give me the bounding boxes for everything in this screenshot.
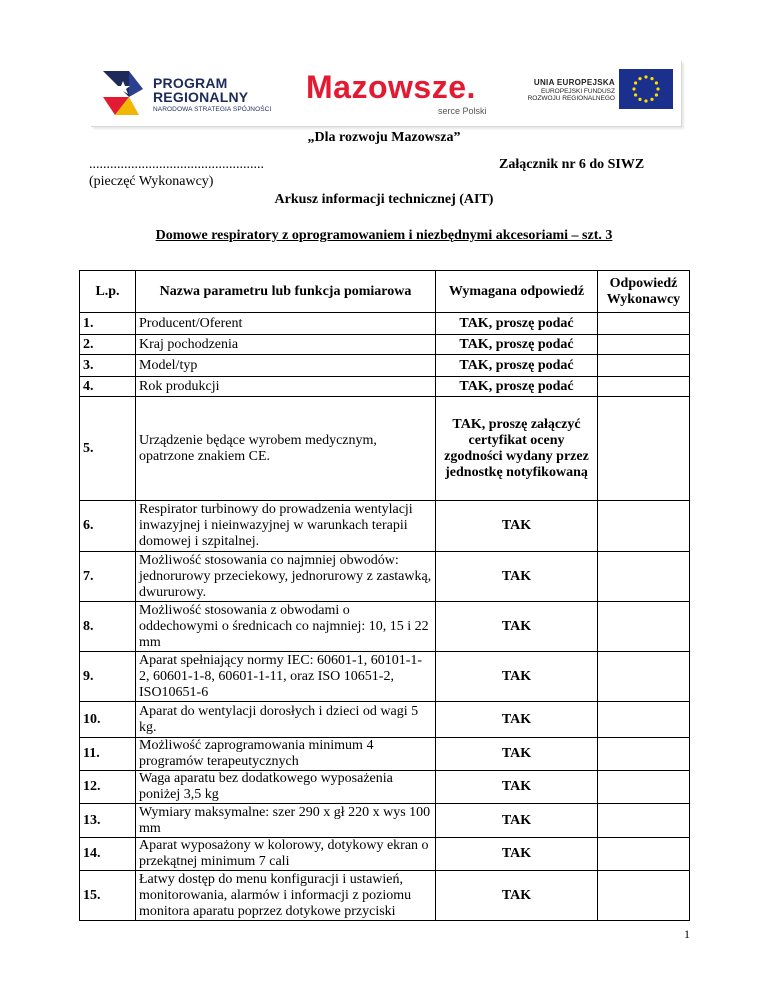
- row-required-answer: TAK, proszę podać: [436, 377, 598, 397]
- technical-info-table: [79, 270, 690, 921]
- row-parameter-name: Możliwość stosowania z obwodami o oddechowymi o średnicach co najmniej: 10, 15 i 22 mm: [136, 602, 436, 652]
- header-lp: L.p.: [80, 271, 136, 313]
- row-required-answer: TAK, proszę podać: [436, 335, 598, 355]
- row-required-answer: TAK: [436, 501, 598, 552]
- row-lp: 9.: [80, 652, 136, 702]
- eu-line3: ROZWOJU REGIONALNEGO: [527, 94, 615, 102]
- row-lp: 1.: [80, 313, 136, 335]
- table-row: [80, 702, 690, 738]
- row-parameter-name: Kraj pochodzenia: [136, 335, 436, 355]
- row-required-answer: TAK: [436, 871, 598, 921]
- table-row: [80, 397, 690, 501]
- row-contractor-answer[interactable]: [598, 335, 690, 355]
- eu-fund-text: [511, 79, 615, 102]
- row-required-answer: TAK: [436, 652, 598, 702]
- table-row: [80, 602, 690, 652]
- row-contractor-answer[interactable]: [598, 377, 690, 397]
- row-lp: 10.: [80, 702, 136, 738]
- mazowsze-word: Mazowsze.: [306, 69, 476, 105]
- row-parameter-name: Możliwość zaprogramowania minimum 4 programów terapeutycznych: [136, 738, 436, 771]
- row-parameter-name: Respirator turbinowy do prowadzenia wentylacji inwazyjnej i nieinwazyjnej w warunkach terapii domowej i szpitalnej.: [136, 501, 436, 552]
- row-parameter-name: Aparat spełniający normy IEC: 60601-1, 60101-1-2, 60601-1-8, 60601-1-11, oraz ISO 10651-2, ISO10651-6: [136, 652, 436, 702]
- program-line2: REGIONALNY: [153, 89, 249, 105]
- row-contractor-answer[interactable]: [598, 355, 690, 377]
- row-contractor-answer[interactable]: [598, 871, 690, 921]
- row-lp: 15.: [80, 871, 136, 921]
- program-line1: PROGRAM: [153, 75, 228, 91]
- row-parameter-name: Łatwy dostęp do menu konfiguracji i ustawień, monitorowania, alarmów i informacji z poziomu monitora aparatu poprzez dotykowe przyciski: [136, 871, 436, 921]
- table-row: [80, 771, 690, 804]
- sheet-title: Arkusz informacji technicznej (AIT): [274, 192, 494, 207]
- table-row: [80, 652, 690, 702]
- row-lp: 5.: [80, 397, 136, 501]
- table-row: [80, 804, 690, 838]
- row-parameter-name: Urządzenie będące wyrobem medycznym, opatrzone znakiem CE.: [136, 397, 436, 501]
- mazowsze-logo: [296, 69, 496, 117]
- attachment-label: Załącznik nr 6 do SIWZ: [499, 157, 645, 172]
- table-row: [80, 377, 690, 397]
- row-lp: 11.: [80, 738, 136, 771]
- row-lp: 3.: [80, 355, 136, 377]
- table-row: [80, 335, 690, 355]
- row-required-answer: TAK, proszę podać: [436, 313, 598, 335]
- table-row: [80, 838, 690, 871]
- logo-banner: [91, 61, 682, 127]
- table-row: [80, 552, 690, 602]
- row-required-answer: TAK: [436, 702, 598, 738]
- row-parameter-name: Wymiary maksymalne: szer 290 x gł 220 x wys 100 mm: [136, 804, 436, 838]
- row-contractor-answer[interactable]: [598, 501, 690, 552]
- eu-line1: UNIA EUROPEJSKA: [533, 78, 615, 87]
- row-contractor-answer[interactable]: [598, 652, 690, 702]
- table-row: [80, 501, 690, 552]
- page-number: 1: [684, 927, 690, 941]
- row-lp: 13.: [80, 804, 136, 838]
- row-required-answer: TAK, proszę podać: [436, 355, 598, 377]
- row-lp: 2.: [80, 335, 136, 355]
- row-lp: 4.: [80, 377, 136, 397]
- row-lp: 14.: [80, 838, 136, 871]
- row-parameter-name: Aparat wyposażony w kolorowy, dotykowy ekran o przekątnej minimum 7 cali: [136, 838, 436, 871]
- row-contractor-answer[interactable]: [598, 738, 690, 771]
- row-required-answer: TAK: [436, 838, 598, 871]
- mazowsze-sub: serce Polski: [438, 106, 487, 116]
- row-lp: 8.: [80, 602, 136, 652]
- row-contractor-answer[interactable]: [598, 804, 690, 838]
- table-row: [80, 355, 690, 377]
- row-lp: 6.: [80, 501, 136, 552]
- eu-line2: EUROPEJSKI FUNDUSZ: [540, 87, 615, 95]
- table-row: [80, 738, 690, 771]
- subject-title: Domowe respiratory z oprogramowaniem i niezbędnymi akcesoriami – szt. 3: [155, 228, 613, 243]
- row-contractor-answer[interactable]: [598, 838, 690, 871]
- table-row: [80, 871, 690, 921]
- row-contractor-answer[interactable]: [598, 702, 690, 738]
- header-required: Wymagana odpowiedź: [436, 271, 598, 313]
- row-required-answer: TAK: [436, 771, 598, 804]
- motto: „Dla rozwoju Mazowsza”: [307, 130, 461, 145]
- row-contractor-answer[interactable]: [598, 771, 690, 804]
- header-name: Nazwa parametru lub funkcja pomiarowa: [136, 271, 436, 313]
- table-header-row: [80, 271, 690, 313]
- row-contractor-answer[interactable]: [598, 602, 690, 652]
- row-contractor-answer[interactable]: [598, 397, 690, 501]
- row-required-answer: TAK: [436, 738, 598, 771]
- table-row: [80, 313, 690, 335]
- row-parameter-name: Model/typ: [136, 355, 436, 377]
- stamp-label: (pieczęć Wykonawcy): [89, 174, 214, 189]
- row-required-answer: TAK: [436, 602, 598, 652]
- row-parameter-name: Aparat do wentylacji dorosłych i dzieci od wagi 5 kg.: [136, 702, 436, 738]
- row-lp: 12.: [80, 771, 136, 804]
- header-answer: Odpowiedź Wykonawcy: [598, 271, 690, 313]
- stamp-dots: ..................................................: [89, 157, 264, 172]
- row-parameter-name: Producent/Oferent: [136, 313, 436, 335]
- row-required-answer: TAK: [436, 552, 598, 602]
- row-contractor-answer[interactable]: [598, 552, 690, 602]
- row-parameter-name: Waga aparatu bez dodatkowego wyposażenia poniżej 3,5 kg: [136, 771, 436, 804]
- eu-flag-icon: [619, 69, 673, 109]
- program-regionalny-text: [153, 76, 271, 114]
- row-parameter-name: Rok produkcji: [136, 377, 436, 397]
- row-required-answer: TAK: [436, 804, 598, 838]
- program-regionalny-logo-icon: [99, 67, 147, 119]
- row-required-answer: TAK, proszę załączyć certyfikat oceny zgodności wydany przez jednostkę notyfikowaną: [436, 397, 598, 501]
- program-sub: NARODOWA STRATEGIA SPÓJNOŚCI: [153, 106, 272, 113]
- row-contractor-answer[interactable]: [598, 313, 690, 335]
- row-parameter-name: Możliwość stosowania co najmniej obwodów: jednorurowy przeciekowy, jednorurowy z zastawką, dwururowy.: [136, 552, 436, 602]
- row-lp: 7.: [80, 552, 136, 602]
